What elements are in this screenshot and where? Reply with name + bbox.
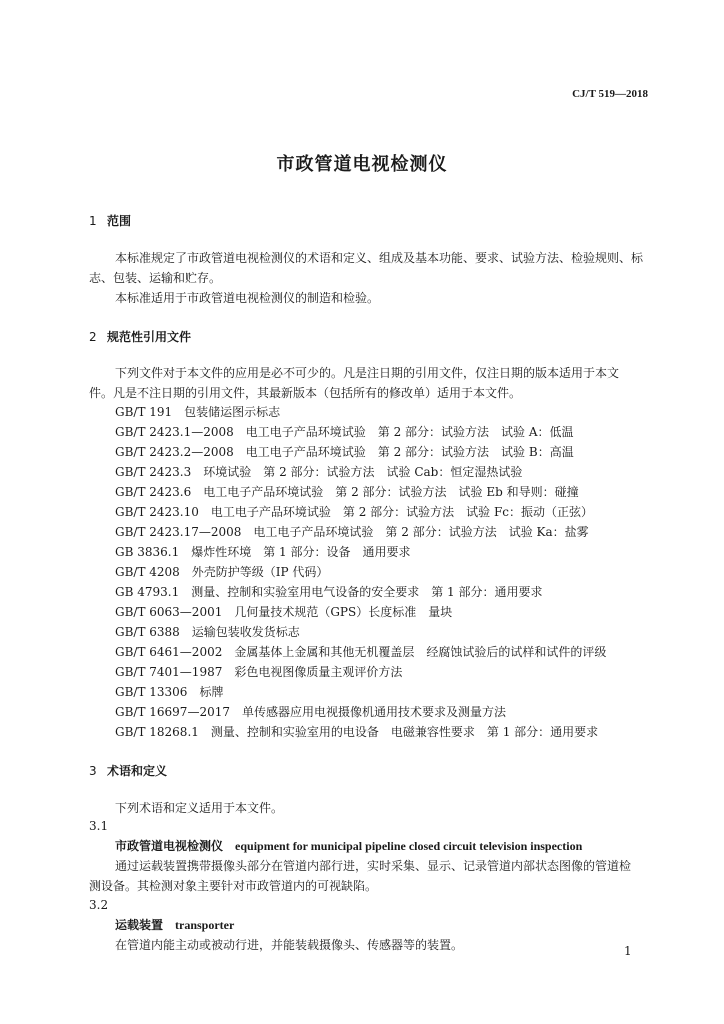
page-number: 1 (624, 944, 632, 958)
section-2-title: 规范性引用文件 (107, 330, 192, 344)
term-3-1-zh: 市政管道电视检测仪 (115, 839, 224, 853)
section-2-intro-line2: 件。凡是不注日期的引用文件，其最新版本（包括所有的修改单）适用于本文件。 (89, 386, 522, 400)
reference-item: GB/T 18268.1 测量、控制和实验室用的电设备 电磁兼容性要求 第 1 部分：通用要求 (115, 725, 599, 739)
term-3-1-def-line2: 测设备。其检测对象主要针对市政管道内的可视缺陷。 (89, 879, 378, 893)
section-1-para1-line1: 本标准规定了市政管道电视检测仪的术语和定义、组成及基本功能、要求、试验方法、检验规则、标 (115, 251, 644, 265)
term-3-2-zh: 运载装置 (115, 918, 164, 932)
reference-item: GB/T 2423.17—2008 电工电子产品环境试验 第 2 部分：试验方法 试验 Ka：盐雾 (115, 525, 589, 539)
term-3-1-title (115, 838, 582, 854)
section-1-heading (89, 213, 131, 229)
section-1-number: 1 (89, 214, 97, 228)
section-1-para2: 本标准适用于市政管道电视检测仪的制造和检验。 (115, 291, 380, 305)
section-3-title: 术语和定义 (107, 764, 168, 778)
reference-item: GB/T 6063—2001 几何量技术规范（GPS）长度标准 量块 (115, 605, 453, 619)
reference-item: GB/T 2423.1—2008 电工电子产品环境试验 第 2 部分：试验方法 试验 A：低温 (115, 425, 574, 439)
term-3-1-def-line1: 通过运载装置携带摄像头部分在管道内部行进，实时采集、显示、记录管道内部状态图像的管道检 (115, 859, 632, 873)
section-3-number: 3 (89, 764, 97, 778)
reference-item: GB/T 2423.3 环境试验 第 2 部分：试验方法 试验 Cab：恒定湿热试验 (115, 465, 523, 479)
reference-item: GB/T 2423.10 电工电子产品环境试验 第 2 部分：试验方法 试验 Fc：振动（正弦） (115, 505, 594, 519)
term-3-2-title (115, 917, 234, 933)
section-2-intro-line1: 下列文件对于本文件的应用是必不可少的。凡是注日期的引用文件，仅注日期的版本适用于本文 (115, 366, 620, 380)
reference-item: GB/T 2423.2—2008 电工电子产品环境试验 第 2 部分：试验方法 试验 B：高温 (115, 445, 574, 459)
section-2-heading (89, 329, 191, 345)
reference-item: GB/T 7401—1987 彩色电视图像质量主观评价方法 (115, 665, 403, 679)
term-3-2-en: transporter (175, 918, 235, 932)
reference-item: GB/T 4208 外壳防护等级（IP 代码） (115, 565, 329, 579)
reference-item: GB/T 6461—2002 金属基体上金属和其他无机覆盖层 经腐蚀试验后的试样和试件的评级 (115, 645, 607, 659)
term-3-2-number: 3.2 (89, 898, 109, 912)
reference-item: GB/T 16697—2017 单传感器应用电视摄像机通用技术要求及测量方法 (115, 705, 506, 719)
reference-item: GB/T 2423.6 电工电子产品环境试验 第 2 部分：试验方法 试验 Eb 和导则：碰撞 (115, 485, 579, 499)
standard-code: CJ/T 519—2018 (572, 88, 648, 100)
reference-item: GB/T 13306 标牌 (115, 685, 224, 699)
term-3-1-number: 3.1 (89, 819, 109, 833)
reference-item: GB/T 6388 运输包装收发货标志 (115, 625, 300, 639)
section-3-heading (89, 763, 167, 779)
reference-item: GB/T 191 包装储运图示标志 (115, 405, 281, 419)
reference-item: GB 3836.1 爆炸性环境 第 1 部分：设备 通用要求 (115, 545, 411, 559)
page-title: 市政管道电视检测仪 (276, 154, 448, 175)
reference-item: GB 4793.1 测量、控制和实验室用电气设备的安全要求 第 1 部分：通用要求 (115, 585, 543, 599)
section-2-number: 2 (89, 330, 97, 344)
term-3-2-def: 在管道内能主动或被动行进，并能装载摄像头、传感器等的装置。 (115, 938, 464, 952)
section-1-title: 范围 (107, 214, 132, 228)
section-3-intro: 下列术语和定义适用于本文件。 (115, 801, 284, 815)
section-1-para1-line2: 志、包装、运输和贮存。 (89, 271, 222, 285)
term-3-1-en: equipment for municipal pipeline closed circuit television inspection (235, 839, 583, 853)
